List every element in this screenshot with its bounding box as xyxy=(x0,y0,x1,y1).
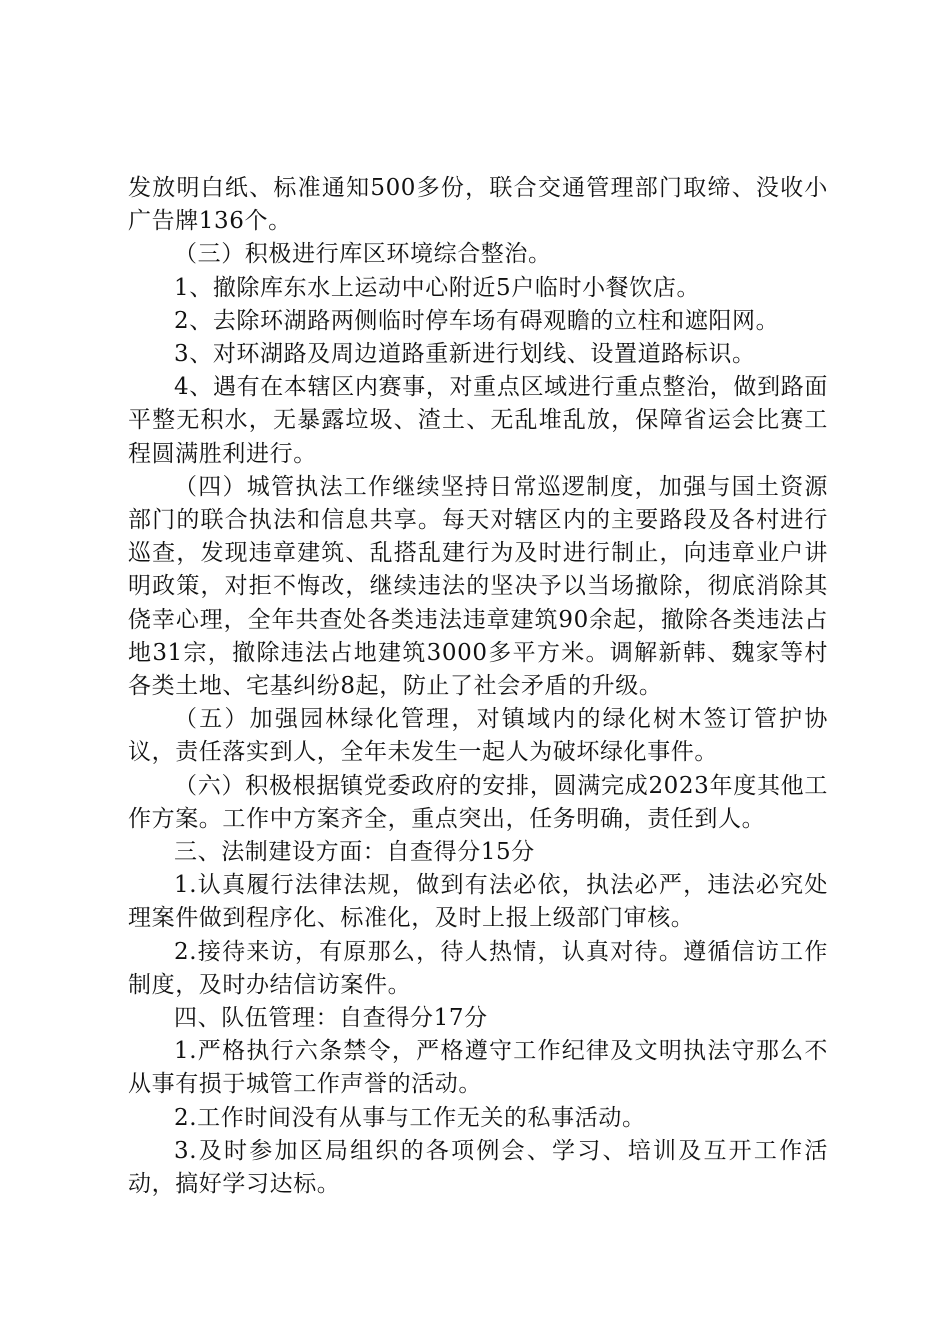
paragraph-8: （五）加强园林绿化管理，对镇域内的绿化树木签订管护协议，责任落实到人，全年未发生一起人为破坏绿化事件。 xyxy=(128,706,828,766)
paragraph-13: 四、队伍管理：自查得分17分 xyxy=(174,1005,488,1032)
paragraph-7: （四）城管执法工作继续坚持日常巡逻制度，加强与国土资源部门的联合执法和信息共享。每天对辖区内的主要路段及各村进行巡查，发现违章建筑、乱搭乱建行为及时进行制止，向违章业户讲明政策，对拒不悔改，继续违法的坚决予以当场撤除，彻底消除其侥幸心理，全年共查处各类违法违章建筑90余起，撤除各类违法占地31宗，撤除违法占地建筑3000多平方米。调解新韩、魏家等村各类土地、宅基纠纷8起，防止了社会矛盾的升级。 xyxy=(128,473,828,700)
paragraph-3: 1、撤除库东水上运动中心附近5户临时小餐饮店。 xyxy=(174,274,701,301)
paragraph-15: 2.工作时间没有从事与工作无关的私事活动。 xyxy=(174,1104,646,1131)
paragraph-9: （六）积极根据镇党委政府的安排，圆满完成2023年度其他工作方案。工作中方案齐全，重点突出，任务明确，责任到人。 xyxy=(128,772,828,832)
paragraph-10: 三、法制建设方面：自查得分15分 xyxy=(174,839,535,866)
paragraph-2: （三）积极进行库区环境综合整治。 xyxy=(174,241,552,268)
paragraph-16: 3.及时参加区局组织的各项例会、学习、培训及互开工作活动，搞好学习达标。 xyxy=(128,1137,828,1198)
paragraph-14: 1.严格执行六条禁令，严格遵守工作纪律及文明执法守那么不从事有损于城管工作声誉的活动。 xyxy=(128,1038,828,1098)
paragraph-6: 4、遇有在本辖区内赛事，对重点区域进行重点整治，做到路面平整无积水，无暴露垃圾、渣土、无乱堆乱放，保障省运会比赛工程圆满胜利进行。 xyxy=(128,374,828,467)
document-body xyxy=(128,172,828,1201)
paragraph-12: 2.接待来访，有原那么，待人热情，认真对待。遵循信访工作制度，及时办结信访案件。 xyxy=(128,938,828,998)
paragraph-4: 2、去除环湖路两侧临时停车场有碍观瞻的立柱和遮阳网。 xyxy=(174,307,780,334)
paragraph-5: 3、对环湖路及周边道路重新进行划线、设置道路标识。 xyxy=(174,341,756,368)
paragraph-11: 1.认真履行法律法规，做到有法必依，执法必严，违法必究处理案件做到程序化、标准化，及时上报上级部门审核。 xyxy=(128,872,828,932)
paragraph-1: 发放明白纸、标准通知500多份，联合交通管理部门取缔、没收小广告牌136个。 xyxy=(128,175,828,235)
